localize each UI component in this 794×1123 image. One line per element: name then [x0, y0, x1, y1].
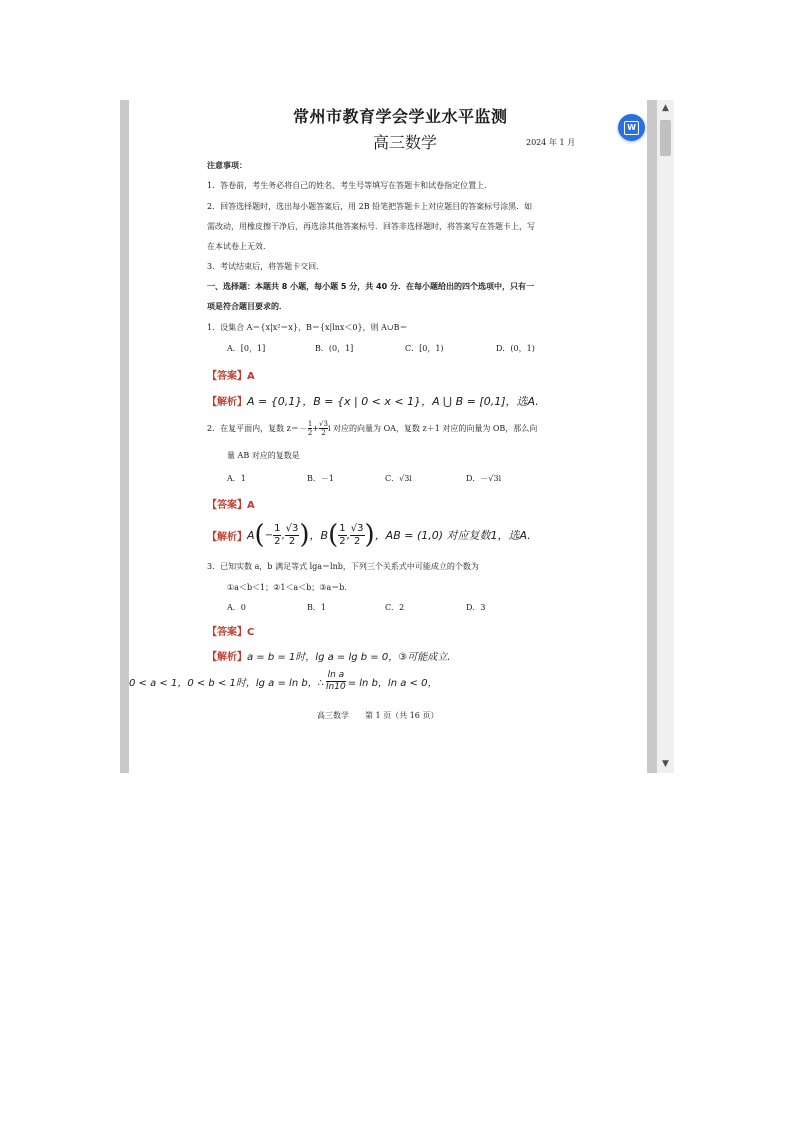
analysis-text: A = {0,1}，B = {x | 0 < x < 1}，A ⋃ B = [0,1]，选A.: [247, 395, 539, 408]
exam-title: 常州市教育学会学业水平监测: [293, 107, 508, 126]
q3-analysis: [207, 645, 450, 664]
answer-tag: 【答案】: [207, 500, 247, 511]
notice-item: 3．考试结束后，将答题卡交回．: [207, 262, 325, 271]
answer-tag: 【答案】: [207, 371, 247, 382]
analysis-tag: 【解析】: [207, 531, 247, 543]
exam-subtitle: 高三数学: [373, 133, 438, 152]
section-heading: 一、选择题：本题共 8 小题，每小题 5 分，共 40 分．在每小题给出的四个选项中，只有一: [207, 282, 534, 291]
q2-option-c: C．√3i: [385, 474, 412, 483]
scroll-up-arrow-icon[interactable]: ▲: [662, 103, 669, 113]
q3-option-c: C．2: [385, 603, 405, 612]
fraction: $\frac{1}{2}$: [274, 522, 281, 547]
fraction: 1 2: [307, 420, 313, 437]
notice-item: 在本试卷上无效．: [207, 242, 271, 251]
notice-item: 1．答卷前，考生务必将自己的姓名、考生号等填写在答题卡和试卷指定位置上．: [207, 181, 493, 190]
q1-answer: [207, 364, 255, 383]
answer-value: C: [247, 627, 255, 638]
q1-analysis: [207, 390, 539, 409]
q3-stem: 3．已知实数 a，b 满足等式 lga＝lnb，下列三个关系式中可能成立的个数为: [207, 562, 479, 571]
pdf-page: [129, 100, 647, 773]
scroll-down-arrow-icon[interactable]: ▼: [662, 759, 669, 769]
q3-option-a: A．0: [227, 603, 246, 612]
q1-option-d: D．(0，1): [496, 344, 535, 353]
q3-answer: [207, 620, 254, 639]
q3-option-b: B．1: [307, 603, 326, 612]
q2-stem: 2．在复平面内，复数 z＝ － 1 2 + $\frac{√3}{2}$ i 对应的向量为 OA，复数 z＋1 对应的向量为 OB，那么向: [207, 420, 538, 437]
q2-option-b: B．－1: [307, 474, 334, 483]
page-footer: 高三数学 第 1 页（共 16 页）: [317, 711, 439, 720]
q2-stem-cont: 量 AB 对应的复数是: [227, 451, 300, 460]
q2-option-d: D．－√3i: [466, 474, 502, 483]
q2-stem-start: 2．在复平面内，复数 z＝: [207, 424, 299, 433]
word-document-icon: W: [624, 121, 639, 135]
section-heading-cont: 项是符合题目要求的．: [207, 302, 287, 311]
fraction: 1 2: [339, 522, 346, 547]
q1-option-c: C．[0，1): [405, 344, 444, 353]
q3-conditions: ①a＜b＜1；②1＜a＜b；③a＝b．: [227, 583, 353, 592]
scrollbar-thumb[interactable]: [660, 120, 671, 156]
fraction: $\frac{√3}{2}$: [319, 420, 328, 437]
answer-value: A: [247, 500, 255, 511]
q2-option-a: A．1: [227, 474, 246, 483]
exam-date: 2024 年 1 月: [526, 138, 576, 147]
q3-option-d: D．3: [466, 603, 486, 612]
word-convert-button[interactable]: [618, 114, 645, 141]
fraction: √3 2: [285, 522, 299, 547]
vertical-scrollbar[interactable]: [657, 100, 674, 773]
answer-tag: 【答案】: [207, 627, 247, 638]
document-viewer: [120, 100, 674, 773]
q2-answer: [207, 493, 255, 512]
analysis-tag: 【解析】: [207, 652, 247, 663]
q2-stem-rest: i 对应的向量为 OA，复数 z＋1 对应的向量为 OB，那么向: [327, 424, 538, 433]
fraction: √3 2: [350, 522, 364, 547]
q1-option-b: B．(0，1]: [315, 344, 354, 353]
answer-value: A: [247, 371, 255, 382]
analysis-tag: 【解析】: [207, 397, 247, 408]
q2-analysis: 【解析】 A ( − $\frac{1}{2}$ , √3 2 ) ，B ( 1 2 , √3 2 ) ，AB = (1,0) 对应复数1，选A.: [207, 520, 531, 550]
notice-heading: 注意事项：: [207, 161, 247, 170]
q1-stem: 1．设集合 A＝{x|x²＝x}，B＝{x|lnx＜0}，则 A∪B＝: [207, 323, 408, 332]
notice-item: 需改动，用橡皮擦干净后，再选涂其他答案标号．回答非选择题时，将答案写在答题卡上，写: [207, 222, 535, 231]
notice-item: 2．回答选择题时，选出每小题答案后，用 2B 铅笔把答题卡上对应题目的答案标号涂黑．如: [207, 202, 533, 211]
q1-option-a: A．[0，1]: [227, 344, 266, 353]
fraction: $\frac{\text{ln a}}{\ln 10}$: [326, 670, 346, 692]
q3-analysis-cont: 0 < a < 1，0 < b < 1时，lg a = ln b，∴ $\frac{\text{ln a}}{\ln 10}$ = ln b，ln a < 0，: [129, 670, 438, 692]
analysis-text: a = b = 1时，lg a = lg b = 0，③可能成立.: [247, 652, 451, 663]
